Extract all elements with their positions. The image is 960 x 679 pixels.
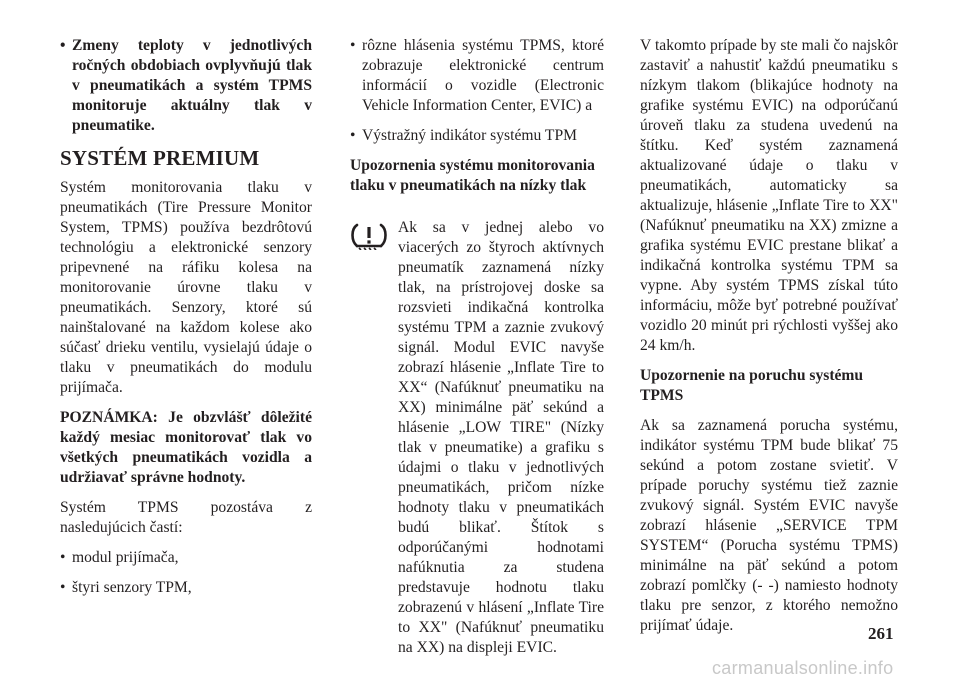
page-number: 261: [868, 624, 894, 643]
list-item: • štyri senzory TPM,: [60, 578, 312, 598]
paragraph-tpms-parts: Systém TPMS pozostáva z nasledujúcich častí:: [60, 499, 312, 536]
note-paragraph: POZNÁMKA: Je obzvlášť dôležité každý mesiac monitorovať tlak vo všetkých pneumatikách vozidla a udržiavať správne hodnoty.: [60, 409, 312, 486]
paragraph-low-pressure-warning: Ak sa v jednej alebo vo viacerých zo štyroch aktívnych pneumatík zaznamená nízky tlak, na prístrojovej doske sa rozsvieti indikačná kontrolka systému TPM a zaznie zvukový signál. Modul EVIC navyše zobrazí hlásenie „Inflate Tire to XX“ (Nafúknuť pneumatiku na XX) minimálne päť sekúnd a hlásenie „LOW TIRE" (Nízky tlak v pneumatike) a grafiku s údajmi o tlaku v jednotlivých pneumatikách, pričom nízke hodnoty tlaku v pneumatikách budú blikať. Štítok s odporúčanými hodnotami nafúknutia za studena predstavuje hodnotu tlaku zobrazenú v hlásení „Inflate Tire to XX" (Nafúknuť pneumatiku na XX) na displeji EVIC.: [398, 219, 604, 656]
paragraph-tpms-description: Systém monitorovania tlaku v pneumatikách (Tire Pressure Monitor System, TPMS) používa bezdrôtovú technológiu a elektronické senzory pripevnené na ráfiku kolesa na monitorovanie úrovne tlaku v pneumatikách. Senzory, ktoré sú nainštalované na každom kolese ako súčasť drieku ventilu, vysielajú údaje o tlaku v pneumatikách do modulu prijímača.: [60, 179, 312, 396]
bold-bullet-item: • Zmeny teploty v jednotlivých ročných obdobiach ovplyvňujú tlak v pneumatikách a systém TPMS monitoruje aktuálny tlak v pneumatike.: [60, 36, 312, 136]
list-item: • rôzne hlásenia systému TPMS, ktoré zobrazuje elektronické centrum informácií o vozidle (Electronic Vehicle Information Center, EVIC) a: [350, 36, 604, 116]
subsection-heading: Upozornenie na poruchu systému TPMS: [640, 367, 864, 404]
paragraph-malfunction-warning: Ak sa zaznamená porucha systému, indikátor systému TPM bude blikať 75 sekúnd a potom zostane svietiť. V prípade poruchy systému tiež zaznie zvukový signál. Systém EVIC navyše zobrazí hlásenie „SERVICE TPM SYSTEM“ (Porucha systému TPMS) minimálne na päť sekúnd a potom zobrazí pomlčky (- -) namiesto hodnoty tlaku pre senzor, z ktorého nemožno prijímať údaje.: [640, 417, 898, 634]
list-item: • modul prijímača,: [60, 548, 312, 568]
column-left: [60, 36, 312, 598]
paragraph-inflate-instructions: V takomto prípade by ste mali čo najskôr zastaviť a nahustiť každú pneumatiku s nízkym tlakom (blikajúce hodnoty na grafike systému EVIC) na odporúčanú úroveň tlaku za studena uvedenú na štítku. Keď systém zaznamená aktualizované údaje o tlaku v pneumatikách, automaticky sa aktualizuje, hlásenie „Inflate Tire to XX" (Nafúknuť pneumatiku na XX) zmizne a grafika systému EVIC prestane blikať a indikačná kontrolka systému TPM sa vypne. Aby systém TPMS získal túto informáciu, môže byť potrebné používať vozidlo 20 minút pri rýchlosti vyššej ako 24 km/h.: [640, 37, 898, 354]
subsection-heading: Upozornenia systému monitorovania tlaku v pneumatikách na nízky tlak: [350, 157, 595, 194]
column-right: [640, 36, 898, 636]
list-item: • Výstražný indikátor systému TPM: [350, 126, 604, 146]
section-heading: SYSTÉM PREMIUM: [60, 146, 260, 170]
column-middle: [350, 36, 604, 658]
warning-block: [350, 218, 604, 658]
watermark: carmanualsonline.info: [712, 658, 894, 678]
tire-pressure-warning-icon: [350, 222, 388, 250]
